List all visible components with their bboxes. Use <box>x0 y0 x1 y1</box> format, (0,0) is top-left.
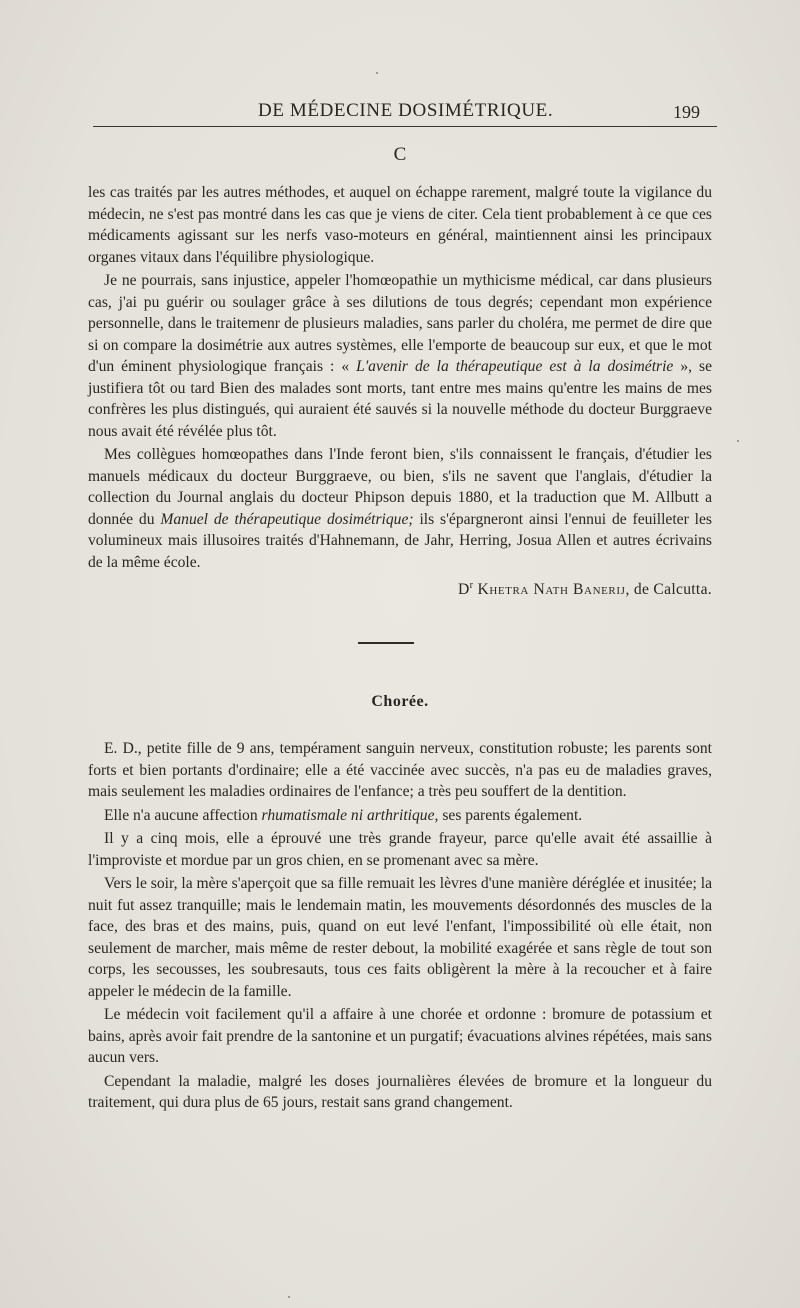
signature <box>88 575 712 601</box>
paragraph: Il y a cinq mois, elle a éprouvé une très grande frayeur, parce qu'elle avait été assaillie à l'improviste et mordue par un gros chien, en se promenant avec sa mère. <box>88 830 712 869</box>
text-run: ses parents également. <box>442 806 583 824</box>
article-text <box>88 738 712 1116</box>
page-number: 199 <box>673 102 700 122</box>
paragraph <box>88 805 712 827</box>
header-rule <box>93 126 717 127</box>
book-title: Manuel de thérapeutique dosimétrique; <box>160 510 414 528</box>
section-letter: C <box>393 144 407 165</box>
running-title: DE MÉDECINE DOSIMÉTRIQUE. <box>258 100 554 121</box>
author-name: Khetra Nath Banerij <box>477 581 626 599</box>
signature-suffix: , de Calcutta. <box>625 581 712 599</box>
text-run: Je ne pourrais, sans injustice, appeler l'homœopathie un mythicisme médical, car dans plusieurs cas, j'ai pu guérir ou soulager grâce à ses dilutions de tous degrés; cependant mon expérience personnelle, dans le traitemenr de plusieurs maladies, sans parler du choléra, me permet de dire que si on compare la dosimétrie aux autres systèmes, elle l'emporte de beaucoup sur eux, et que le mot d'un éminent physiologique français : « <box>88 272 712 375</box>
signature-sup: r <box>469 580 474 591</box>
section-divider <box>358 642 414 644</box>
text-run: Mes collègues homœopathes dans l'Inde feront bien, s'ils connaissent le français, d'étudier les manuels médicaux du docteur Burggraeve, ou bien, s'ils ne savent que l'anglais, d'étudier la collection du Journal anglais du docteur Phipson depuis 1880, et la traduction que M. Allbutt a donnée du <box>88 446 712 528</box>
paragraph: Le médecin voit facilement qu'il a affaire à une chorée et ordonne : bromure de potassium et bains, après avoir fait prendre de la santonine et un purgatif; évacuations alvines répétées, mais sans aucun vers. <box>88 1006 712 1066</box>
signature-prefix: D <box>458 581 470 599</box>
paper-speck <box>288 1296 290 1298</box>
paragraph: les cas traités par les autres méthodes, et auquel on échappe rarement, malgré toute la vigilance du médecin, ne s'est pas montré dans les cas que je viens de citer. Cela tient probablement à ce que ces médicaments agissant sur les nerfs vaso-moteurs en général, maintiennent ainsi les principaux organes vitaux dans l'équilibre physiologique. <box>88 184 712 266</box>
text-run: Elle n'a aucune affection <box>104 806 258 824</box>
paragraph: Vers le soir, la mère s'aperçoit que sa fille remuait les lèvres d'une manière déréglée et inusitée; la nuit fut assez tranquille; mais le lendemain matin, les mouvements désordonnés des muscles de la face, des bras et des mains, puis, quand on eut levé l'enfant, l'impossibilité où elle était, non seulement de marcher, mais même de rester debout, la mobilité exagérée et sans règle de tout son corps, les secousses, les soubresauts, tous ces faits obligèrent la mère à la recoucher et à faire appeler le médecin de la famille. <box>88 875 712 1000</box>
text-run: ils s'épargneront ainsi l'ennui de feuilleter les volumineux mais illusoires traités d'Hahnemann, de Jahr, Herring, Josua Allen et autres écrivains de la même école. <box>88 510 712 571</box>
paper-speck <box>376 72 378 74</box>
paper-speck <box>737 440 739 442</box>
italic-text: rhumatismale ni arthritique, <box>261 806 439 824</box>
paragraph: Cependant la maladie, malgré les doses journalières élevées de bromure et la longueur du traitement, qui dura plus de 65 jours, restait sans grand changement. <box>88 1072 712 1111</box>
letter-text <box>88 182 712 603</box>
paragraph: E. D., petite fille de 9 ans, tempérament sanguin nerveux, constitution robuste; les parents sont forts et bien portants d'ordinaire; elle a été vaccinée avec succès, n'a pas eu de maladies graves, mais seulement les maladies ordinaires de l'enfance; a très peu souffert de la dentition. <box>88 740 712 800</box>
quotation: L'avenir de la thérapeutique est à la dosimétrie <box>356 358 674 375</box>
paragraph <box>88 270 712 442</box>
text-run: », se justifiera tôt ou tard Bien des malades sont morts, tant entre mes mains qu'entre les mains de mes confrères les plus distingués, qui auraient été sauvés si la nouvelle méthode du docteur Burggraeve nous avait été révélée plus tôt. <box>88 358 713 440</box>
article-title: Chorée. <box>371 693 429 710</box>
paragraph <box>88 444 712 573</box>
